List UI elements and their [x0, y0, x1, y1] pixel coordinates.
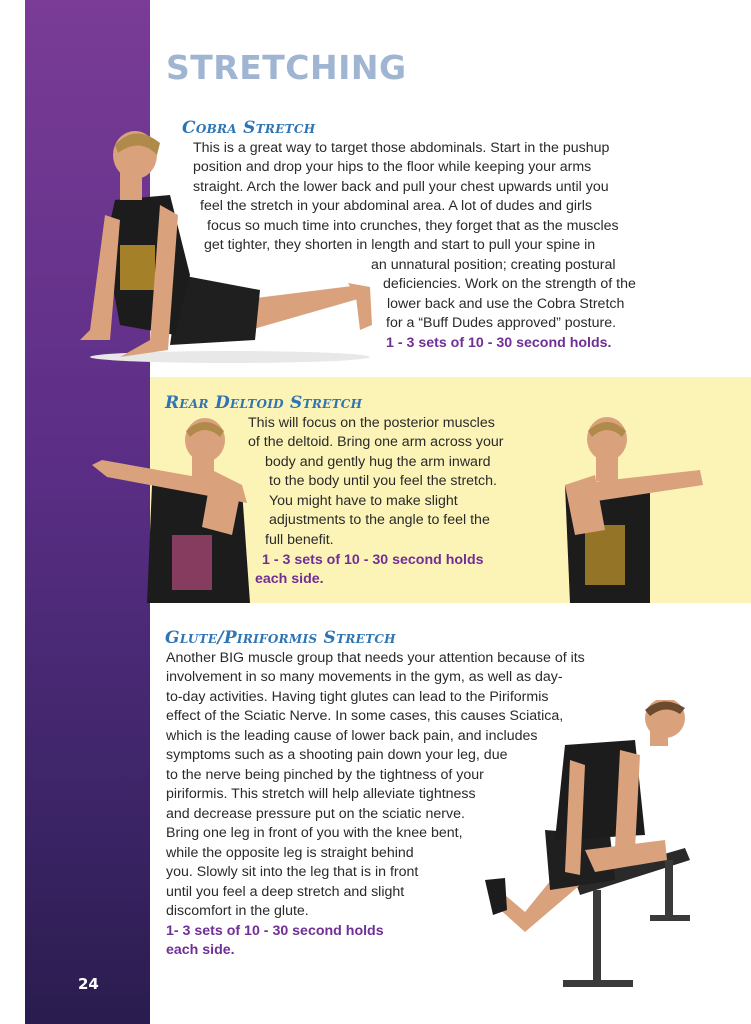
glute-text-line: to-day activities. Having tight glutes can lead to the Piriformis — [166, 689, 549, 705]
rear-deltoid-text-line: You might have to make slight — [269, 493, 458, 509]
cobra-text-line: position and drop your hips to the floor while keeping your arms — [193, 159, 592, 175]
glute-text-line: involvement in so many movements in the gym, as well as day- — [166, 669, 563, 685]
rear-deltoid-photo-left — [92, 415, 252, 603]
glute-text-line: which is the leading cause of lower back pain, and includes — [166, 728, 538, 744]
glute-text-line: discomfort in the glute. — [166, 903, 309, 919]
rear-deltoid-sets-side: each side. — [255, 571, 324, 587]
rear-deltoid-text-line: adjustments to the angle to feel the — [269, 512, 490, 528]
glute-text-line: effect of the Sciatic Nerve. In some cases, this causes Sciatica, — [166, 708, 564, 724]
cobra-text-line: get tighter, they shorten in length and start to pull your spine in — [204, 237, 596, 253]
glute-text-line: and decrease pressure put on the sciatic nerve. — [166, 806, 465, 822]
cobra-text-line: for a “Buff Dudes approved” posture. — [386, 315, 617, 331]
rear-deltoid-photo-right — [560, 415, 705, 603]
rear-deltoid-heading: Rear Deltoid Stretch — [165, 393, 363, 413]
cobra-text-line: an unnatural position; creating postural — [371, 257, 616, 273]
glute-sets: 1- 3 sets of 10 - 30 second holds — [166, 923, 384, 939]
glute-stretch-photo — [485, 700, 700, 1000]
cobra-text-line: feel the stretch in your abdominal area. A lot of dudes and girls — [200, 198, 592, 214]
glute-text-line: you. Slowly sit into the leg that is in front — [166, 864, 419, 880]
glute-text-line: symptoms such as a shooting pain down your leg, due — [166, 747, 508, 763]
page-number: 24 — [78, 975, 99, 993]
rear-deltoid-sets: 1 - 3 sets of 10 - 30 second holds — [262, 552, 484, 568]
glute-sets-side: each side. — [166, 942, 235, 958]
cobra-stretch-photo — [60, 125, 375, 370]
cobra-text-line: lower back and use the Cobra Stretch — [387, 296, 625, 312]
rear-deltoid-text-line: This will focus on the posterior muscles — [248, 415, 495, 431]
cobra-sets: 1 - 3 sets of 10 - 30 second holds. — [386, 335, 612, 351]
glute-heading: Glute/Piriformis Stretch — [165, 628, 396, 648]
rear-deltoid-text-line: to the body until you feel the stretch. — [269, 473, 497, 489]
rear-deltoid-text-line: of the deltoid. Bring one arm across your — [248, 434, 504, 450]
cobra-text-line: deficiencies. Work on the strength of the — [383, 276, 636, 292]
cobra-text-line: straight. Arch the lower back and pull your chest upwards until you — [193, 179, 609, 195]
cobra-text-line: This is a great way to target those abdominals. Start in the pushup — [193, 140, 610, 156]
glute-text-line: until you feel a deep stretch and slight — [166, 884, 405, 900]
glute-text-line: piriformis. This stretch will help alleviate tightness — [166, 786, 476, 802]
cobra-text-line: focus so much time into crunches, they forget that as the muscles — [207, 218, 619, 234]
rear-deltoid-text-line: body and gently hug the arm inward — [265, 454, 491, 470]
glute-text-line: Bring one leg in front of you with the knee bent, — [166, 825, 463, 841]
glute-text-line: while the opposite leg is straight behind — [166, 845, 414, 861]
cobra-heading: Cobra Stretch — [182, 118, 316, 138]
rear-deltoid-text-line: full benefit. — [265, 532, 334, 548]
glute-text-line: Another BIG muscle group that needs your attention because of its — [166, 650, 585, 666]
page-title: STRETCHING — [166, 48, 407, 87]
glute-text-line: to the nerve being pinched by the tightness of your — [166, 767, 484, 783]
